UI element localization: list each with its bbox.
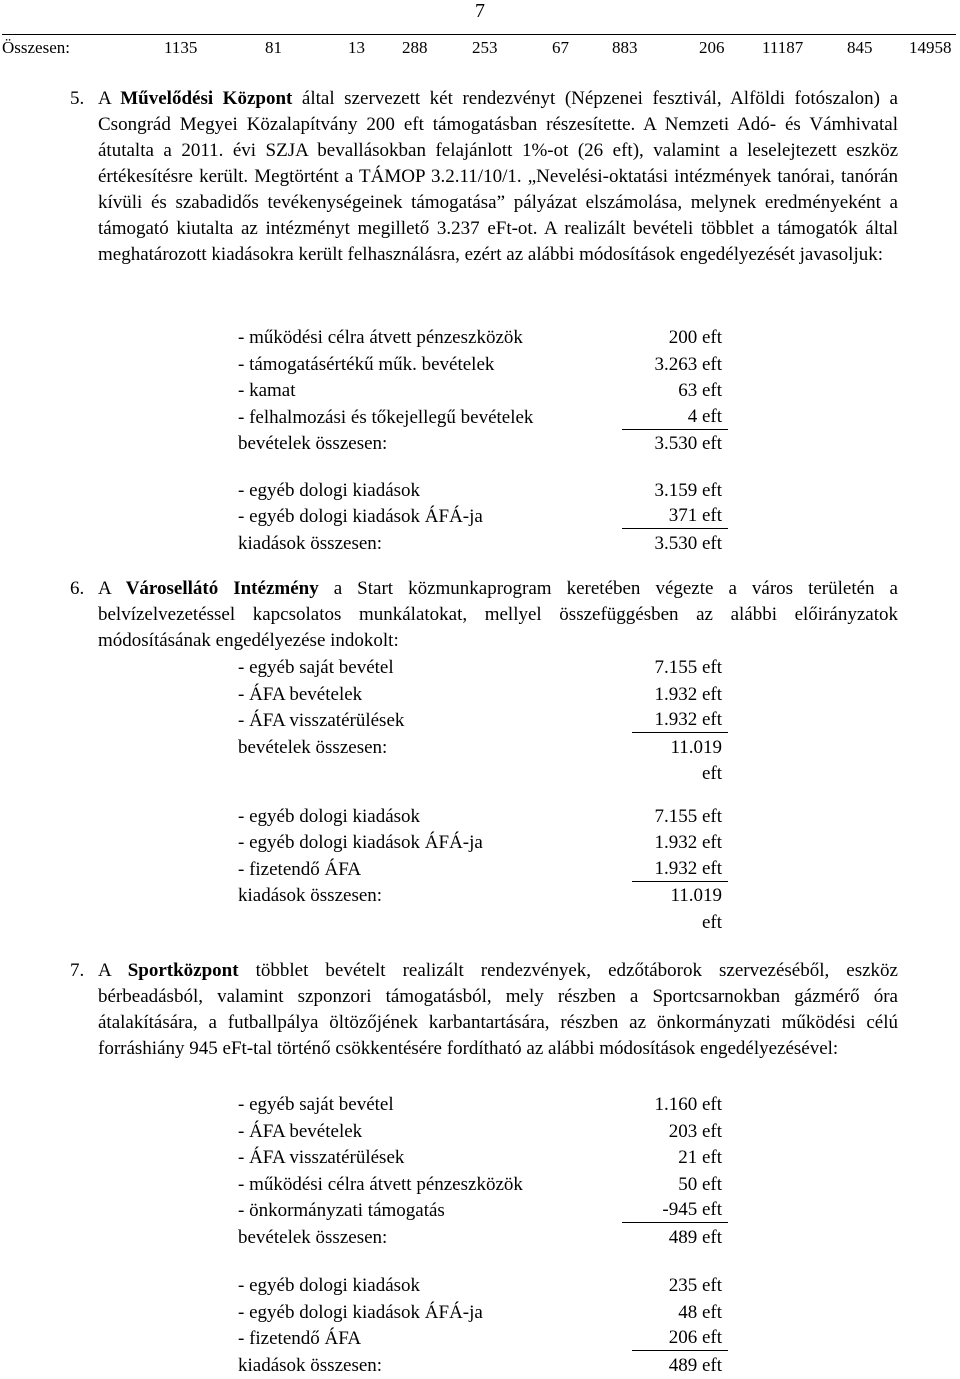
list-item: - egyéb saját bevétel 1.160 eft (238, 1092, 728, 1119)
summary-label: Összesen: (2, 38, 70, 58)
summary-value: 253 (472, 38, 498, 58)
section-5-paragraph: 5. A Művelődési Központ által szervezett két rendezvényt (Népzenei fesztivál, Alföldi fotószalon) a Csongrád Megyei Közalapítvány 200 eft támogatásban részesítette. A Nemzeti Adó- és Vámhivatal átutalta a 2011. évi SZJA bevallásokban felajánlott 1%-ot (26 eft), valamint a leselejtezett eszköz értékesítésre került. Megtörtént a TÁMOP 3.2.11/10/1. „Nevelési-oktatási intézmények tanórai, tanórán kívüli és szabadidős tevékenységeinek támogatása” pályázat elszámolása, melynek eredményeként a támogató kiutalta az intézményt megillető 3.237 eFt-ot. A realizált bevételi többlet a támogatók által meghatározott kiadásokra került felhasználásra, ezért az alábbi módosítások engedélyezését javasoljuk: (70, 86, 898, 268)
list-item: - támogatásértékű műk. bevételek 3.263 eft (238, 352, 728, 379)
income-total: bevételek összesen: 11.019 (238, 735, 728, 762)
summary-value: 11187 (762, 38, 803, 58)
expense-total: kiadások összesen: 489 eft (238, 1353, 728, 1379)
summary-value: 883 (612, 38, 638, 58)
income-total: bevételek összesen: 489 eft (238, 1225, 728, 1252)
summary-value: 1135 (164, 38, 197, 58)
section-number: 5. (70, 86, 84, 112)
section-7-paragraph: 7. A Sportközpont többlet bevételt realizált rendezvények, edzőtáborok szervezéséből, eszköz bérbeadásból, valamint szponzori támogatásból, mely részben a Sportcsarnokban gázmérő óra átalakítására, a futballpálya öltözőjének karbantartására, részben az önkormányzati működési célú forráshiány 945 eFt-tal történő csökkentésére fordítható az alábbi módosítások engedélyezésével: (70, 958, 898, 1062)
summary-value: 206 (699, 38, 725, 58)
page-number: 7 (0, 0, 960, 22)
institution-name: Sportközpont (128, 960, 239, 981)
list-item: - egyéb dologi kiadások 3.159 eft (238, 478, 728, 505)
list-item: - ÁFA visszatérülések 21 eft (238, 1145, 728, 1172)
list-item: - ÁFA bevételek 203 eft (238, 1119, 728, 1146)
section-6-paragraph: 6. A Városellátó Intézmény a Start közmunkaprogram keretében végezte a város területén a belvízelvezetéssel kapcsolatos munkálatokat, mellyel összefüggésben az alábbi előirányzatok módosításának engedélyezése indokolt: (70, 576, 898, 654)
list-item: - ÁFA bevételek 1.932 eft (238, 682, 728, 709)
list-item: - fizetendő ÁFA 206 eft (238, 1326, 728, 1353)
list-item: - egyéb dologi kiadások ÁFÁ-ja 1.932 eft (238, 830, 728, 857)
section-number: 6. (70, 576, 84, 602)
summary-value: 81 (265, 38, 282, 58)
income-total: bevételek összesen: 3.530 eft (238, 431, 728, 458)
list-item: - működési célra átvett pénzeszközök 50 eft (238, 1172, 728, 1199)
expense-total: kiadások összesen: 11.019 (238, 883, 728, 910)
summary-value: 13 (348, 38, 365, 58)
institution-name: Művelődési Központ (120, 88, 292, 109)
list-item: - kamat 63 eft (238, 378, 728, 405)
list-item: - ÁFA visszatérülések 1.932 eft (238, 708, 728, 735)
summary-value: 288 (402, 38, 428, 58)
list-item: - egyéb saját bevétel 7.155 eft (238, 655, 728, 682)
section-7-income-list (238, 1092, 728, 1379)
list-item: - egyéb dologi kiadások ÁFÁ-ja 371 eft (238, 504, 728, 531)
list-item: - egyéb dologi kiadások 235 eft (238, 1273, 728, 1300)
summary-value: 14958 (909, 38, 952, 58)
list-item: - fizetendő ÁFA 1.932 eft (238, 857, 728, 884)
section-5-income-list (238, 325, 728, 557)
list-item: - önkormányzati támogatás -945 eft (238, 1198, 728, 1225)
expense-total: kiadások összesen: 3.530 eft (238, 531, 728, 558)
summary-row (2, 34, 956, 57)
section-6-income-list (238, 655, 728, 936)
list-item: - felhalmozási és tőkejellegű bevételek 4 eft (238, 405, 728, 432)
institution-name: Városellátó Intézmény (126, 578, 319, 599)
list-item: - működési célra átvett pénzeszközök 200 eft (238, 325, 728, 352)
section-number: 7. (70, 958, 84, 984)
list-item: - egyéb dologi kiadások ÁFÁ-ja 48 eft (238, 1300, 728, 1327)
summary-value: 845 (847, 38, 873, 58)
summary-value: 67 (552, 38, 569, 58)
expense-total-unit: eft (238, 910, 728, 937)
income-total-unit: eft (238, 761, 728, 788)
list-item: - egyéb dologi kiadások 7.155 eft (238, 804, 728, 831)
